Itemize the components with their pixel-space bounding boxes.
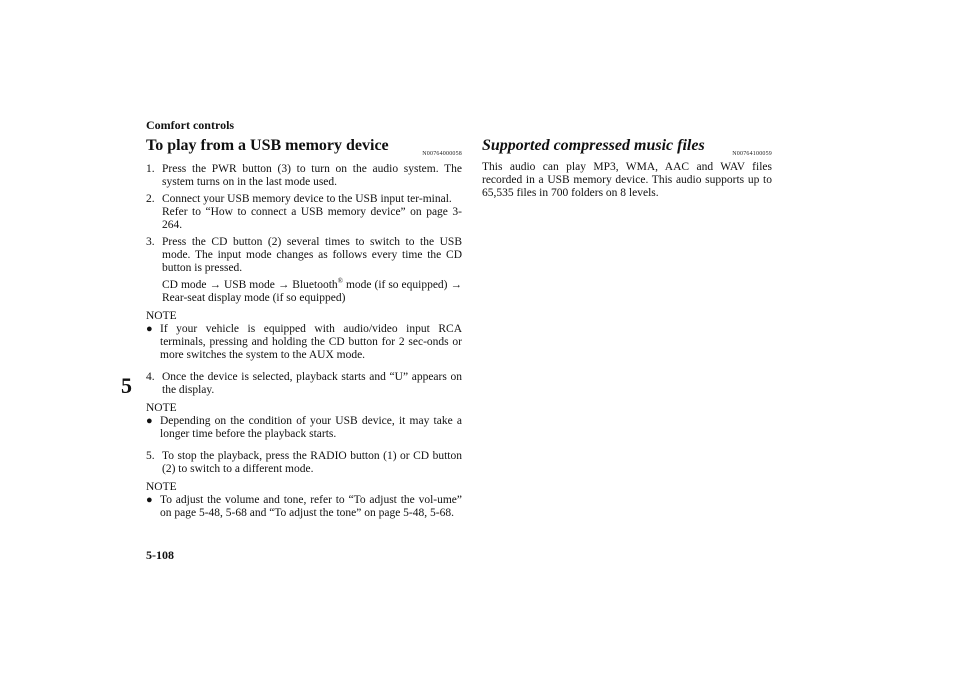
section-heading-row [482,137,772,159]
step-text: Connect your USB memory device to the USB input ter-minal. [162,193,452,205]
note-text: Depending on the condition of your USB device, it may take a longer time before the playback starts. [160,415,462,440]
bullet-icon: ● [146,415,153,427]
step-number: 4. [146,371,155,383]
section-heading-row [146,137,462,159]
note-2 [146,415,462,441]
step-text: To stop the playback, press the RADIO button (1) or CD button (2) to switch to a different mode. [162,450,462,475]
right-column [482,137,772,200]
chapter-tab: 5 [121,373,132,398]
left-column [146,137,462,520]
section-code: N00764100059 [732,151,772,157]
section-title: To play from a USB memory device [146,137,389,154]
bullet-icon: ● [146,323,153,335]
section-body: This audio can play MP3, WMA, AAC and WAV files recorded in a USB memory device. This audio supports up to 65,535 files in 700 folders on 8 levels. [482,161,772,199]
running-header: Comfort controls [146,118,235,132]
step-5 [146,450,462,476]
registered-mark: ® [337,277,343,286]
section-code: N00764000058 [422,151,462,157]
mode-sequence: CD mode → USB mode → Bluetooth® mode (if so equipped) → Rear-seat display mode (if so equipped) [162,277,462,304]
step-3 [146,236,462,305]
step-2 [146,193,462,232]
step-1 [146,163,462,189]
step-number: 1. [146,163,155,175]
step-number: 5. [146,450,155,462]
page-number: 5-108 [146,548,174,562]
note-1 [146,323,462,362]
note-label: NOTE [146,310,177,322]
section-title: Supported compressed music files [482,137,705,154]
step-number: 2. [146,193,155,205]
note-3 [146,494,462,520]
step-number: 3. [146,236,155,248]
note-text: To adjust the volume and tone, refer to “To adjust the vol-ume” on page 5-48, 5-68 and “To adjust the tone” on page 5-48, 5-68. [160,494,462,519]
note-label: NOTE [146,402,177,414]
step-4 [146,371,462,397]
step-text: Press the PWR button (3) to turn on the audio system. The system turns on in the last mode used. [162,163,462,188]
note-text: If your vehicle is equipped with audio/video input RCA terminals, pressing and holding the CD button for 2 sec-onds or more switches the system to the AUX mode. [160,323,462,361]
note-label: NOTE [146,481,177,493]
bullet-icon: ● [146,494,153,506]
step-text: Press the CD button (2) several times to switch to the USB mode. The input mode changes as follows every time the CD button is pressed. [162,236,462,274]
step-text: Once the device is selected, playback starts and “U” appears on the display. [162,371,462,396]
step-reference: Refer to “How to connect a USB memory device” on page 3-264. [162,206,462,231]
